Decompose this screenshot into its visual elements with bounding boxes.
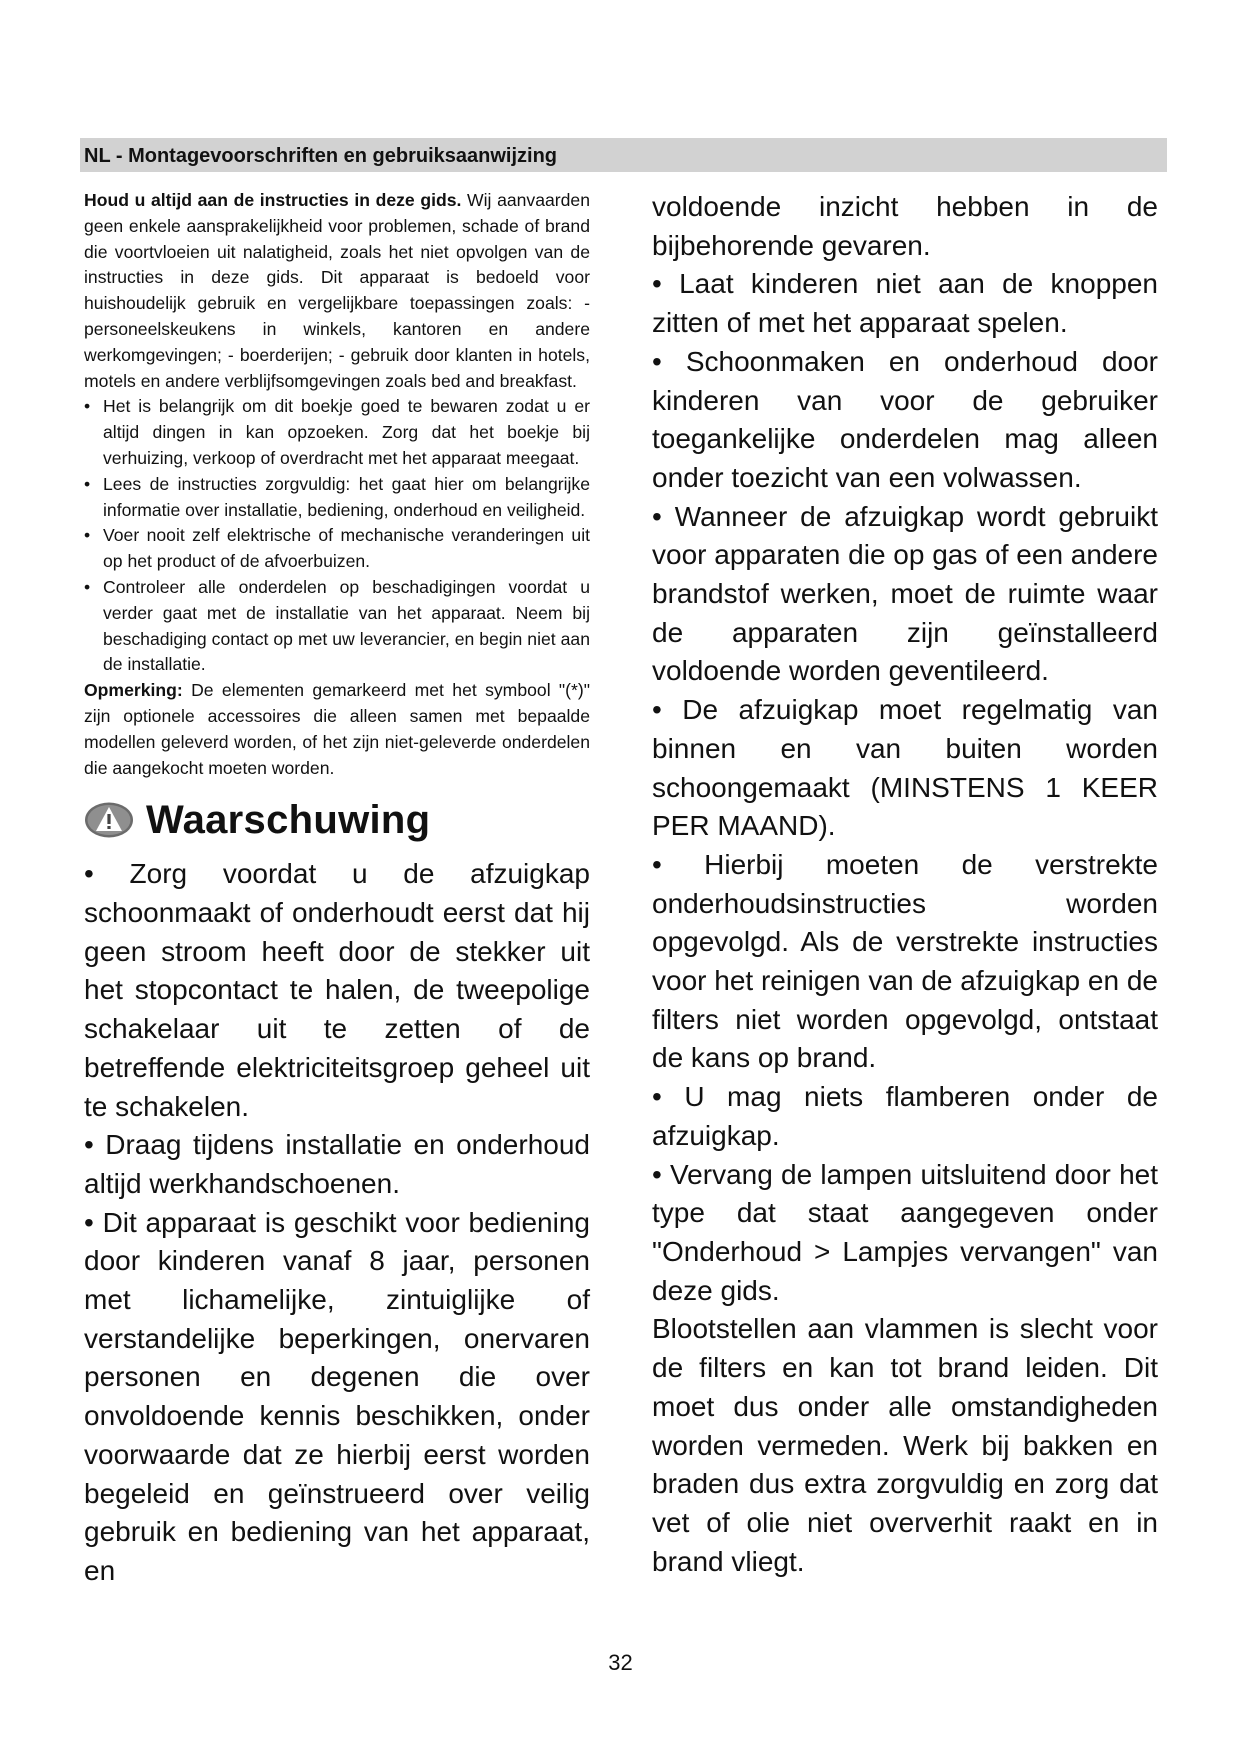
instruction-list xyxy=(84,394,590,678)
list-item: • Het is belangrijk om dit boekje goed te bewaren zodat u er altijd dingen in kan opzoeken. Zorg dat het boekje bij verhuizing, verkoop of overdracht met het apparaat meegaat. xyxy=(84,394,590,471)
warning-paragraph: Blootstellen aan vlammen is slecht voor de filters en kan tot brand leiden. Dit moet dus onder alle omstandigheden worden vermeden. Werk bij bakken en braden dus extra zorgvuldig en zorg dat vet of olie niet oververhit raakt en in brand vliegt. xyxy=(652,1313,1158,1577)
warning-paragraph: • Zorg voordat u de afzuigkap schoonmaakt of onderhoudt eerst dat hij geen stroom heeft door de stekker uit het stopcontact te halen, de tweepolige schakelaar uit te zetten of de betreffende elektriciteitsgroep geheel uit te schakelen. xyxy=(84,858,590,1122)
intro-text: Wij aanvaarden geen enkele aansprakelijkheid voor problemen, schade of brand die voortvloeien uit nalatigheid, zoals het niet opvolgen van de instructies in deze gids. Dit apparaat is bedoeld voor huishoudelijk gebruik en vergelijkbare toepassingen zoals: - personeelskeukens in winkels, kantoren en andere werkomgevingen; - boerderijen; - gebruik door klanten in hotels, motels en andere verblijfsomgevingen zoals bed and breakfast. xyxy=(84,190,590,391)
section-header xyxy=(80,138,1167,172)
intro-bold: Houd u altijd aan de instructies in deze gids. xyxy=(84,190,462,210)
right-column xyxy=(652,188,1158,1581)
left-column xyxy=(84,188,590,1591)
warning-paragraph: • Draag tijdens installatie en onderhoud altijd werkhandschoenen. xyxy=(84,1129,590,1199)
warning-paragraph: • Wanneer de afzuigkap wordt gebruikt voor apparaten die op gas of een andere brandstof werken, moet de ruimte waar de apparaten zijn geïnstalleerd voldoende worden geventileerd. xyxy=(652,500,1158,687)
intro-paragraph xyxy=(84,188,590,394)
warning-heading xyxy=(84,795,590,845)
warning-paragraph: • Hierbij moeten de verstrekte onderhoudsinstructies worden opgevolgd. Als de verstrekte instructies voor het reinigen van de afzuigkap en de filters niet worden opgevolgd, ontstaat de kans op brand. xyxy=(652,848,1158,1074)
warning-paragraph: • U mag niets flamberen onder de afzuigkap. xyxy=(652,1081,1158,1151)
warning-paragraph: • De afzuigkap moet regelmatig van binnen en van buiten worden schoongemaakt (MINSTENS 1 KEER PER MAAND). xyxy=(652,694,1158,842)
warning-icon xyxy=(84,801,134,839)
section-title: NL - Montagevoorschriften en gebruiksaanwijzing xyxy=(84,145,558,167)
warning-paragraph: • Laat kinderen niet aan de knoppen zitten of met het apparaat spelen. xyxy=(652,268,1158,339)
warning-paragraph: • Schoonmaken en onderhoud door kinderen van voor de gebruiker toegankelijke onderdelen mag alleen onder toezicht van een volwassen. xyxy=(652,345,1158,493)
remark-label: Opmerking: xyxy=(84,680,183,701)
list-item: • Lees de instructies zorgvuldig: het gaat hier om belangrijke informatie over installatie, bediening, onderhoud en veiligheid. xyxy=(84,472,590,524)
page-number: 32 xyxy=(608,1650,633,1675)
list-item: • Voer nooit zelf elektrische of mechanische veranderingen uit op het product of de afvoerbuizen. xyxy=(84,523,590,575)
warning-paragraph: • Dit apparaat is geschikt voor bediening door kinderen vanaf 8 jaar, personen met lichamelijke, zintuiglijke of verstandelijke beperkingen, onervaren personen en degenen die over onvoldoende kennis beschikken, onder voorwaarde dat ze hierbij eerst worden begeleid en geïnstrueerd over veilig gebruik en bediening van het apparaat, en xyxy=(84,1206,590,1586)
list-item: • Controleer alle onderdelen op beschadigingen voordat u verder gaat met de installatie van het apparaat. Neem bij beschadiging contact op met uw leverancier, en begin niet aan de installatie. xyxy=(84,575,590,678)
warning-paragraph: • Vervang de lampen uitsluitend door het type dat staat aangegeven onder "Onderhoud > Lampjes vervangen" van deze gids. xyxy=(652,1158,1158,1306)
remark-text: De elementen gemarkeerd met het symbool "(*)" zijn optionele accessoires die alleen samen met bepaalde modellen geleverd worden, of het zijn niet-geleverde onderdelen die aangekocht moeten worden. xyxy=(84,680,590,778)
remark-paragraph xyxy=(84,678,590,781)
warning-title: Waarschuwing xyxy=(146,797,431,842)
warning-paragraph: voldoende inzicht hebben in de bijbehorende gevaren. xyxy=(652,191,1158,261)
